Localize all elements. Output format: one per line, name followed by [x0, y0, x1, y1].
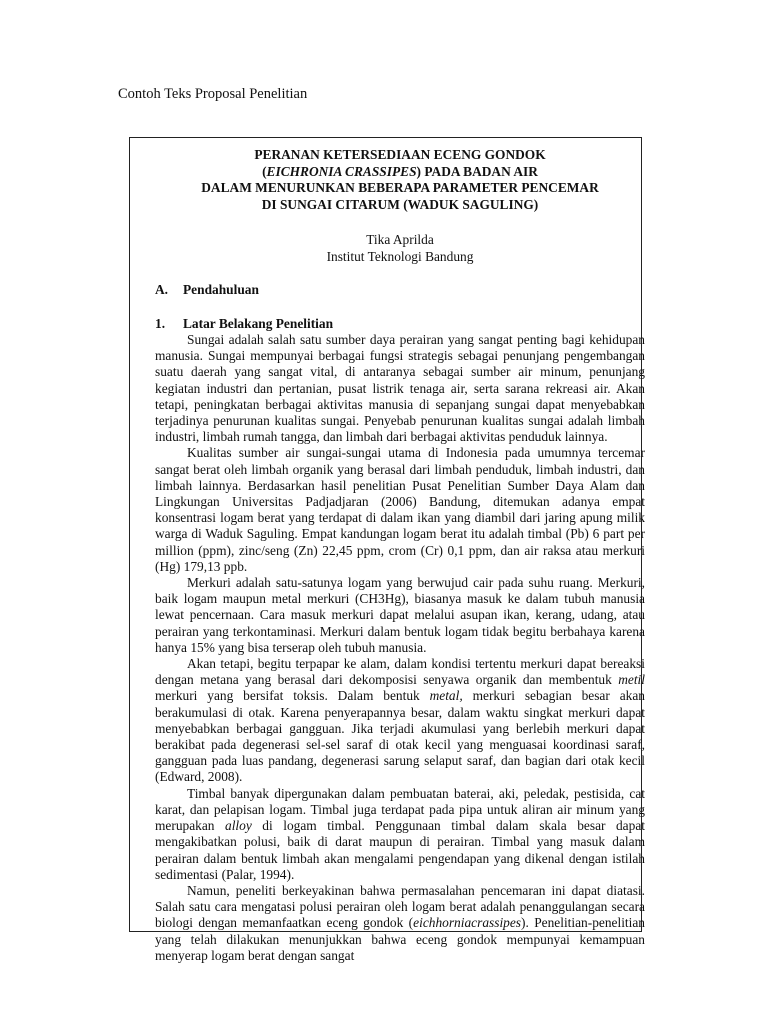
paragraph-2: Kualitas sumber air sungai-sungai utama di Indonesia pada umumnya tercemar sangat berat oleh limbah organik yang berasal dari limbah penduduk, limbah industri, dan limbah lainnya. Berdasarkan hasil penelitian Pusat Penelitian Sumber Daya Alam dan Lingkungan Universitas Padjadjaran (2006) Bandung, ditemukan adanya empat konsentrasi logam berat yang terdapat di dalam ikan yang diambil dari jaring apung milik warga di Waduk Saguling. Empat kandungan logam berat itu adalah timbal (Pb) 6 part per million (ppm), zinc/seng (Zn) 22,45 ppm, crom (Cr) 0,1 ppm, dan air raksa atau merkuri (Hg) 179,13 ppb.: [155, 445, 645, 574]
paragraph-4: [155, 656, 645, 786]
paragraph-3: Merkuri adalah satu-satunya logam yang berwujud cair pada suhu ruang. Merkuri, baik logam maupun metal merkuri (CH3Hg), biasanya masuk ke dalam tubuh manusia lewat pencernaan. Cara masuk merkuri dapat melalui asupan ikan, kerang, udang, atau perairan yang terkontaminasi. Merkuri dalam bentuk logam tidak begitu berbahaya karena hanya 15% yang bisa terserap oleh tubuh manusia.: [155, 575, 645, 655]
title-line-4: DI SUNGAI CITARUM (WADUK SAGULING): [261, 196, 539, 212]
paragraph-5: [155, 786, 645, 883]
title-line-1: PERANAN KETERSEDIAAN ECENG GONDOK: [254, 147, 546, 162]
author-institution: Institut Teknologi Bandung: [326, 248, 474, 264]
section-a-label: Pendahuluan: [183, 282, 259, 297]
author-name: Tika Aprilda: [366, 232, 434, 247]
page-label: Contoh Teks Proposal Penelitian: [118, 86, 308, 102]
paragraph-5-part-a: Timbal banyak dipergunakan dalam pembuatan baterai, aki, peledak, pestisida, cat karat, dan pelapisan logam. Timbal juga terdapat pada pipa untuk aliran air minum yang merupakan: [155, 785, 645, 834]
paragraph-4-part-a: Akan tetapi, begitu terpapar ke alam, dalam kondisi tertentu merkuri dapat bereaksi dengan metana yang berasal dari dekomposisi senyawa organik dan membentuk: [155, 656, 645, 688]
paragraph-5-part-b: di logam timbal. Penggunaan timbal dalam skala besar dapat mengakibatkan polusi, baik di darat maupun di perairan. Timbal yang masuk dalam perairan dalam bentuk limbah akan mengalami pengendapan yang dikenal dengan istilah sedimentasi (Palar, 1994).: [155, 818, 645, 882]
paragraph-4-part-c: merkuri sebagian besar akan berakumulasi di otak. Karena penyerapannya besar, dalam waktu singkat merkuri dapat menyebabkan berbagai gangguan. Jika terjadi akumulasi yang berlebih merkuri dapat berakibat pada degenerasi sel-sel saraf di otak kecil yang menguasai koordinasi saraf, gangguan pada luas pandang, degenerasi sarung selaput saraf, dan bagian dari otak kecil (Edward, 2008).: [155, 688, 645, 785]
author-block: [155, 232, 645, 265]
paragraph-4-italic-1: metil: [618, 672, 645, 688]
paragraph-5-italic: alloy: [225, 818, 252, 834]
section-1-label: Latar Belakang Penelitian: [183, 315, 334, 331]
title-line-2-open: (: [262, 163, 267, 179]
title-line-2: [155, 164, 645, 181]
paragraph-6-part-b: ). Penelitian-penelitian yang telah dilakukan menunjukkan bahwa eceng gondok mempunyai kemampuan menyerap logam berat dengan sangat: [155, 915, 646, 963]
section-1-number: 1.: [155, 315, 166, 331]
title-species-name: EICHRONIA CRASSIPES: [266, 163, 417, 179]
paragraph-6-part-a: Namun, peneliti berkeyakinan bahwa permasalahan pencemaran ini dapat diatasi. Salah satu cara mengatasi polusi perairan oleh logam berat adalah penanggulangan secara biologi dengan memanfaatkan eceng gondok (: [155, 882, 645, 931]
paragraph-4-italic-2: metal,: [429, 688, 463, 704]
document-title: [155, 147, 645, 213]
paragraph-6: [155, 883, 645, 964]
title-line-2-rest: ) PADA BADAN AIR: [416, 163, 538, 179]
paragraph-4-part-b: merkuri yang bersifat toksis. Dalam bentuk: [155, 688, 430, 704]
document-content: [155, 147, 645, 964]
section-a-number: A.: [155, 282, 169, 297]
paragraph-1: Sungai adalah salah satu sumber daya perairan yang sangat penting bagi kehidupan manusia. Sungai mempunyai berbagai fungsi strategis sebagai penunjang pengembangan suatu daerah yang sangat vital, di antaranya sebagai sumber air minum, penunjang kegiatan industri dan pertanian, pusat listrik tenaga air, serta sarana rekreasi air. Akan tetapi, peningkatan berbagai aktivitas manusia di sepanjang sungai dapat menyebabkan terjadinya penurunan kualitas sungai. Penyebab penurunan kualitas sungai adalah limbah industri, limbah rumah tangga, dan limbah dari berbagai aktivitas penduduk lainnya.: [155, 332, 645, 445]
section-1-heading: [155, 316, 645, 333]
document-frame: [129, 137, 646, 963]
section-a-heading: [155, 282, 645, 299]
title-line-3: DALAM MENURUNKAN BEBERAPA PARAMETER PENCEMAR: [201, 180, 599, 195]
paragraph-6-italic: eichhorniacrassipes: [413, 915, 522, 931]
